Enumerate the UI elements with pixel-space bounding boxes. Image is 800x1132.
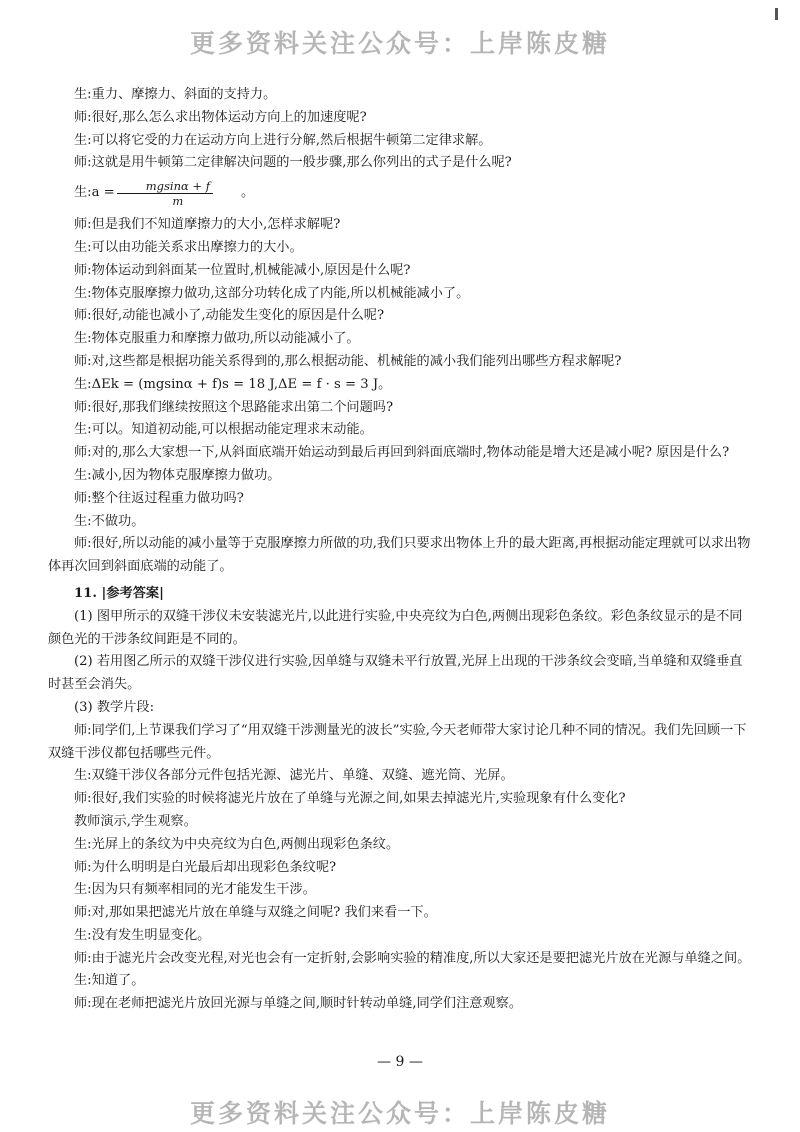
answer-paragraph: 师:现在老师把滤光片放回光源与单缝之间,顺时针转动单缝,同学们注意观察。 <box>74 996 523 1012</box>
answer-paragraph: 师:对,那如果把滤光片放在单缝与双缝之间呢? 我们来看一下。 <box>74 905 437 921</box>
answer-paragraph: (2) 若用图乙所示的双缝干涉仪进行实验,因单缝与双缝未平行放置,光屏上出现的干涉条纹会变暗,当单缝和双缝垂直时甚至会消失。 <box>48 654 743 693</box>
dialogue-line: 生:可以。知道初动能,可以根据动能定理求末动能。 <box>74 422 373 438</box>
answer-paragraph: (3) 教学片段: <box>74 699 155 715</box>
edge-mark <box>775 8 778 20</box>
dialogue-line: 师:很好,动能也减小了,动能发生变化的原因是什么呢? <box>74 308 385 324</box>
answer-paragraph: 生:光屏上的条纹为中央亮纹为白色,两侧出现彩色条纹。 <box>74 836 400 852</box>
document-body <box>48 84 752 1016</box>
dialogue-line: 生:可以由功能关系求出摩擦力的大小。 <box>74 239 303 255</box>
dialogue-line: 师:但是我们不知道摩擦力的大小,怎样求解呢? <box>74 217 341 233</box>
dialogue-line: 生:物体克服摩擦力做功,这部分功转化成了内能,所以机械能减小了。 <box>74 285 470 301</box>
answer-paragraph: 师:很好,我们实验的时候将滤光片放在了单缝与光源之间,如果去掉滤光片,实验现象有什么变化? <box>74 791 626 807</box>
dialogue-line: 生:不做功。 <box>74 513 145 529</box>
answer-paragraph: 师:由于滤光片会改变光程,对光也会有一定折射,会影响实验的精准度,所以大家还是要把滤光片放在光源与单缝之间。 <box>74 950 751 966</box>
dialogue-line: 师:很好,所以动能的减小量等于克服摩擦力所做的功,我们只要求出物体上升的最大距离,再根据动能定理就可以求出物体再次回到斜面底端的动能了。 <box>48 536 751 575</box>
dialogue-line: 生:可以将它受的力在运动方向上进行分解,然后根据牛顿第二定律求解。 <box>74 132 492 148</box>
answer-paragraph: (1) 图甲所示的双缝干涉仪未安装滤光片,以此进行实验,中央亮纹为白色,两侧出现彩色条纹。彩色条纹显示的是不同颜色光的干涉条纹间距是不同的。 <box>48 608 743 647</box>
question-heading: 11. |参考答案| <box>74 585 164 601</box>
dialogue-line: 师:整个往返过程重力做功吗? <box>74 490 244 506</box>
answer-paragraph: 师:同学们,上节课我们学习了“用双缝干涉测量光的波长”实验,今天老师带大家讨论几种不同的情况。我们先回顾一下双缝干涉仪都包括哪些元件。 <box>48 722 747 761</box>
watermark-bottom: 更多资料关注公众号：上岸陈皮糖 <box>189 1099 610 1128</box>
formula-denominator: m <box>172 194 184 209</box>
dialogue-line: 师:这就是用牛顿第二定律解决问题的一般步骤,那么你列出的式子是什么呢? <box>74 155 512 171</box>
answer-paragraph: 师:为什么明明是白光最后却出现彩色条纹呢? <box>74 859 337 875</box>
dialogue-line: 师:对的,那么大家想一下,从斜面底端开始运动到最后再回到斜面底端时,物体动能是增大还是减小呢? 原因是什么? <box>74 445 730 461</box>
acceleration-formula <box>48 179 752 208</box>
page-number: — 9 — <box>377 1054 423 1070</box>
answer-paragraph: 生:因为只有频率相同的光才能发生干涉。 <box>74 882 316 898</box>
dialogue-line: 师:对,这些都是根据功能关系得到的,那么根据动能、机械能的减小我们能列出哪些方程求解呢? <box>74 353 622 369</box>
dialogue-line: 生:ΔEk = (mgsinα + f)s = 18 J,ΔE = f · s = 3 J。 <box>74 376 392 392</box>
answer-paragraph: 生:知道了。 <box>74 973 145 989</box>
answer-paragraph: 生:双缝干涉仪各部分元件包括光源、滤光片、单缝、双缝、遮光筒、光屏。 <box>74 768 514 784</box>
watermark-top: 更多资料关注公众号：上岸陈皮糖 <box>189 29 610 58</box>
dialogue-line: 生:物体克服重力和摩擦力做功,所以动能减小了。 <box>74 331 360 347</box>
answer-paragraph: 教师演示,学生观察。 <box>74 813 197 829</box>
dialogue-line: 生:重力、摩擦力、斜面的支持力。 <box>74 87 277 102</box>
formula-numerator: mgsinα + f <box>117 179 213 194</box>
formula-suffix: 。 <box>240 185 255 201</box>
dialogue-line: 师:很好,那我们继续按照这个思路能求出第二个问题吗? <box>74 399 394 415</box>
answer-paragraph: 生:没有发生明显变化。 <box>74 927 211 943</box>
dialogue-line: 师:很好,那么怎么求出物体运动方向上的加速度呢? <box>74 109 367 125</box>
formula-prefix: 生:a = <box>74 185 115 201</box>
dialogue-line: 生:减小,因为物体克服摩擦力做功。 <box>74 467 281 483</box>
dialogue-line: 师:物体运动到斜面某一位置时,机械能减小,原因是什么呢? <box>74 262 411 278</box>
formula-fraction <box>117 179 213 208</box>
